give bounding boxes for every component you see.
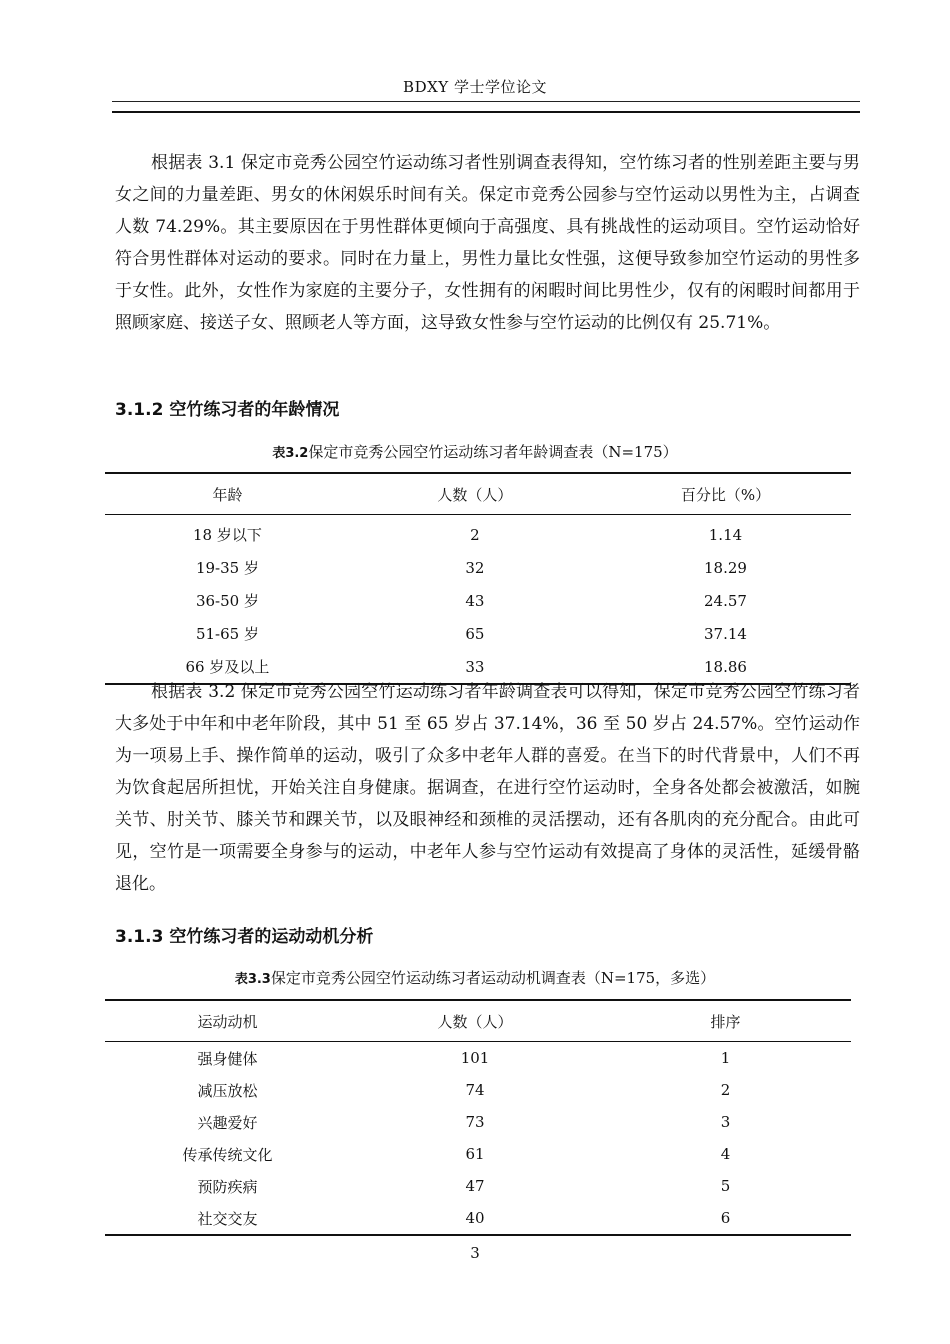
table-cell: 1 xyxy=(720,1049,731,1067)
table-row xyxy=(105,515,851,552)
paragraph-gender-analysis: 根据表 3.1 保定市竞秀公园空竹运动练习者性别调查表得知，空竹练习者的性别差距主要与男女之间的力量差距、男女的休闲娱乐时间有关。保定市竞秀公园参与空竹运动以男性为主，占调查人数 74.29%。其主要原因在于男性群体更倾向于高强度、具有挑战性的运动项目。空竹运动恰好符合男性群体对运动的要求。同时在力量上，男性力量比女性强，这便导致参加空竹运动的男性多于女性。此外，女性作为家庭的主要分子，女性拥有的闲暇时间比男性少，仅有的闲暇时间都用于照顾家庭、接送子女、照顾老人等方面，这导致女性参与空竹运动的比例仅有 25.71%。 xyxy=(115,153,860,333)
header-cell: 人数（人） xyxy=(350,473,600,515)
table-cell: 社交交友 xyxy=(197,1209,258,1228)
table-cell: 2 xyxy=(720,1081,731,1099)
table-cell: 兴趣爱好 xyxy=(197,1113,258,1132)
table-cell: 101 xyxy=(460,1049,490,1067)
table-row xyxy=(105,551,851,584)
table-cell: 强身健体 xyxy=(197,1049,258,1068)
table-cell: 61 xyxy=(465,1145,485,1163)
table-cell: 32 xyxy=(465,558,485,577)
table-row xyxy=(105,1074,851,1106)
table-row xyxy=(105,1138,851,1170)
table-cell: 74 xyxy=(465,1081,485,1099)
table-cell: 43 xyxy=(465,591,485,610)
header-cell: 年龄 xyxy=(105,473,350,515)
table-caption-number: 表3.3 xyxy=(234,972,271,987)
table-cell: 19-35 岁 xyxy=(195,559,259,577)
page-number: 3 xyxy=(470,1244,480,1262)
table-header-row xyxy=(105,1000,851,1042)
header-rule-thin xyxy=(112,101,860,102)
table-header-row xyxy=(105,473,851,515)
table-cell: 预防疾病 xyxy=(197,1177,258,1196)
table-row xyxy=(105,1202,851,1235)
table-cell: 4 xyxy=(720,1145,731,1163)
table-cell: 1.14 xyxy=(708,525,743,544)
table-cell: 51-65 岁 xyxy=(195,625,259,643)
table-cell: 37.14 xyxy=(703,624,747,643)
running-header: BDXY 学士学位论文 xyxy=(403,78,547,96)
header-cell: 排序 xyxy=(600,1000,851,1042)
table-cell: 18.29 xyxy=(703,558,747,577)
table-cell: 65 xyxy=(465,624,485,643)
table-cell: 66 岁及以上 xyxy=(185,658,270,676)
table-cell: 47 xyxy=(465,1177,485,1195)
table-cell: 40 xyxy=(465,1209,485,1227)
table-cell: 36-50 岁 xyxy=(195,592,259,610)
table-cell: 6 xyxy=(720,1209,731,1227)
table-row xyxy=(105,584,851,617)
table-caption-motivation xyxy=(0,967,950,988)
table-row xyxy=(105,617,851,650)
table-row xyxy=(105,1170,851,1202)
table-cell: 24.57 xyxy=(703,591,747,610)
table-cell: 18.86 xyxy=(703,657,747,676)
paragraph-age-analysis: 根据表 3.2 保定市竞秀公园空竹运动练习者年龄调查表可以得知，保定市竞秀公园空竹练习者大多处于中年和中老年阶段，其中 51 至 65 岁占 37.14%，36 至 50 岁占 24.57%。空竹运动作为一项易上手、操作简单的运动，吸引了众多中老年人群的喜爱。在当下的时代背景中，人们不再为饮食起居所担忧，开始关注自身健康。据调查，在进行空竹运动时，全身各处都会被激活，如腕关节、肘关节、膝关节和踝关节，以及眼神经和颈椎的灵活摆动，还有各肌肉的充分配合。由此可见，空竹是一项需要全身参与的运动，中老年人参与空竹运动有效提高了身体的灵活性，延缓骨骼退化。 xyxy=(115,682,860,894)
motivation-survey-table xyxy=(105,999,851,1236)
age-survey-table xyxy=(105,472,851,685)
table-cell: 2 xyxy=(470,525,480,544)
section-heading-age: 3.1.2 空竹练习者的年龄情况 xyxy=(115,400,340,420)
table-cell: 33 xyxy=(465,657,485,676)
header-rule-thick xyxy=(112,111,860,113)
table-cell: 18 岁以下 xyxy=(193,526,262,544)
table-row xyxy=(105,1106,851,1138)
table-cell: 5 xyxy=(720,1177,731,1195)
section-heading-motivation: 3.1.3 空竹练习者的运动动机分析 xyxy=(115,927,374,947)
table-cell: 传承传统文化 xyxy=(182,1145,273,1164)
table-cell: 73 xyxy=(465,1113,485,1131)
header-cell: 运动动机 xyxy=(105,1000,350,1042)
table-row xyxy=(105,1042,851,1075)
table-cell: 减压放松 xyxy=(197,1081,258,1100)
table-caption-text: 保定市竞秀公园空竹运动练习者运动动机调查表（N=175，多选） xyxy=(270,969,716,987)
table-caption-text: 保定市竞秀公园空竹运动练习者年龄调查表（N=175） xyxy=(308,443,678,461)
table-caption-age xyxy=(0,441,950,462)
table-cell: 3 xyxy=(720,1113,731,1131)
header-cell: 百分比（%） xyxy=(600,473,851,515)
header-cell: 人数（人） xyxy=(350,1000,600,1042)
table-caption-number: 表3.2 xyxy=(272,446,309,461)
